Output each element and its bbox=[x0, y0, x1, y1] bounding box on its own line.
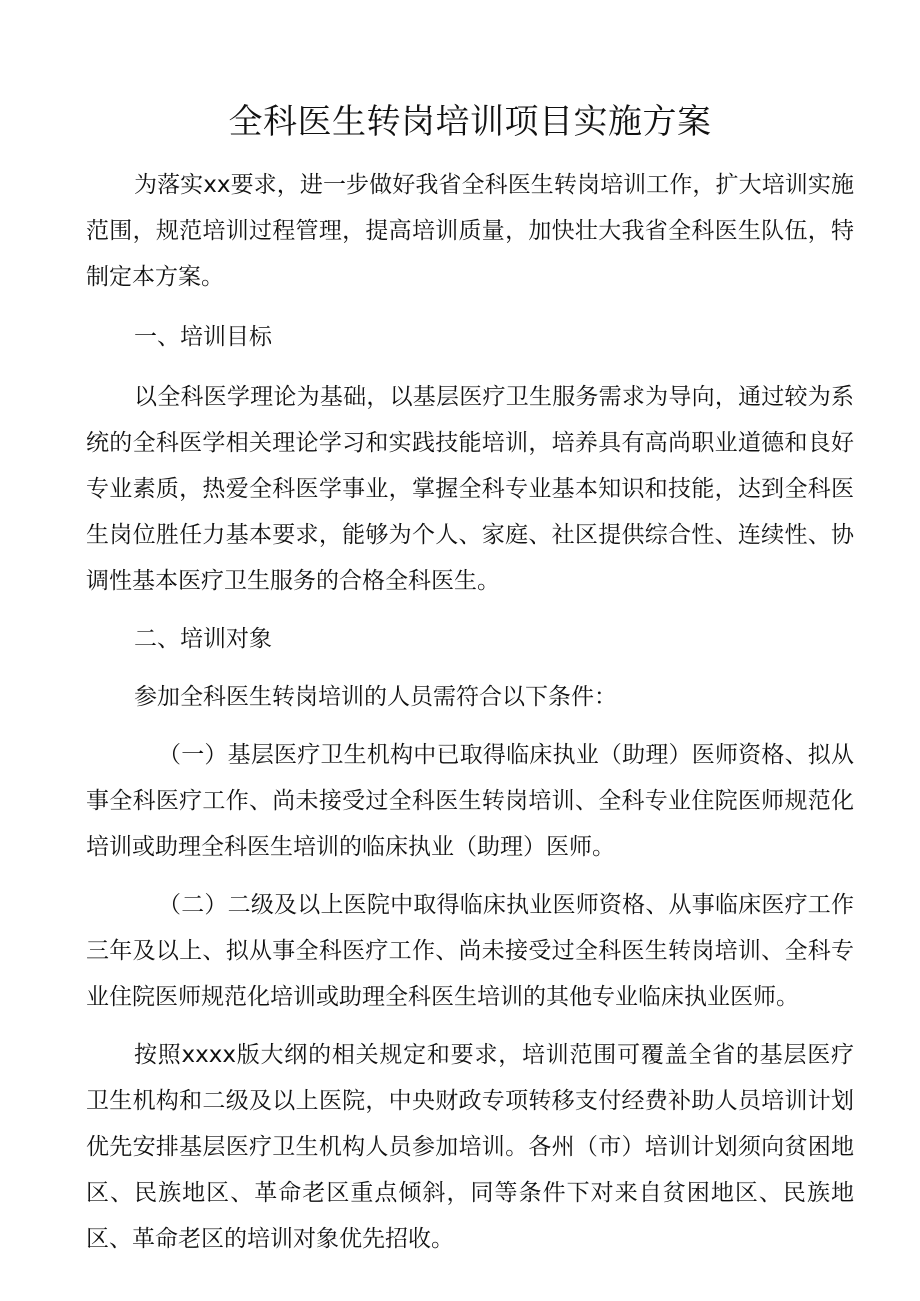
intro-paragraph: 为落实xx要求，进一步做好我省全科医生转岗培训工作，扩大培训实施范围，规范培训过程管理，提高培训质量，加快壮大我省全科医生队伍，特制定本方案。 bbox=[86, 172, 854, 290]
section-heading-training-target: 二、培训对象 bbox=[134, 626, 272, 652]
condition-item-1: （一）基层医疗卫生机构中已取得临床执业（助理）医师资格、拟从事全科医疗工作、尚未接受过全科医生转岗培训、全科专业住院医师规范化培训或助理全科医生培训的临床执业（助理）医师。 bbox=[86, 742, 854, 860]
condition-item-2: （二）二级及以上医院中取得临床执业医师资格、从事临床医疗工作三年及以上、拟从事全科医疗工作、尚未接受过全科医生转岗培训、全科专业住院医师规范化培训或助理全科医生培训的其他专业临床执业医师。 bbox=[86, 892, 854, 1010]
conditions-intro-paragraph: 参加全科医生转岗培训的人员需符合以下条件： bbox=[134, 684, 617, 710]
training-goal-paragraph: 以全科医学理论为基础，以基层医疗卫生服务需求为导向，通过较为系统的全科医学相关理论学习和实践技能培训，培养具有高尚职业道德和良好专业素质，热爱全科医学事业，掌握全科专业基本知识和技能，达到全科医生岗位胜任力基本要求，能够为个人、家庭、社区提供综合性、连续性、协调性基本医疗卫生服务的合格全科医生。 bbox=[86, 384, 854, 594]
section-heading-training-goal: 一、培训目标 bbox=[134, 324, 272, 350]
training-scope-paragraph: 按照xxxx版大纲的相关规定和要求，培训范围可覆盖全省的基层医疗卫生机构和二级及以上医院，中央财政专项转移支付经费补助人员培训计划优先安排基层医疗卫生机构人员参加培训。各州（市）培训计划须向贫困地区、民族地区、革命老区重点倾斜，同等条件下对来自贫困地区、民族地区、革命老区的培训对象优先招收。 bbox=[86, 1042, 854, 1252]
document-title: 全科医生转岗培训项目实施方案 bbox=[228, 102, 712, 142]
